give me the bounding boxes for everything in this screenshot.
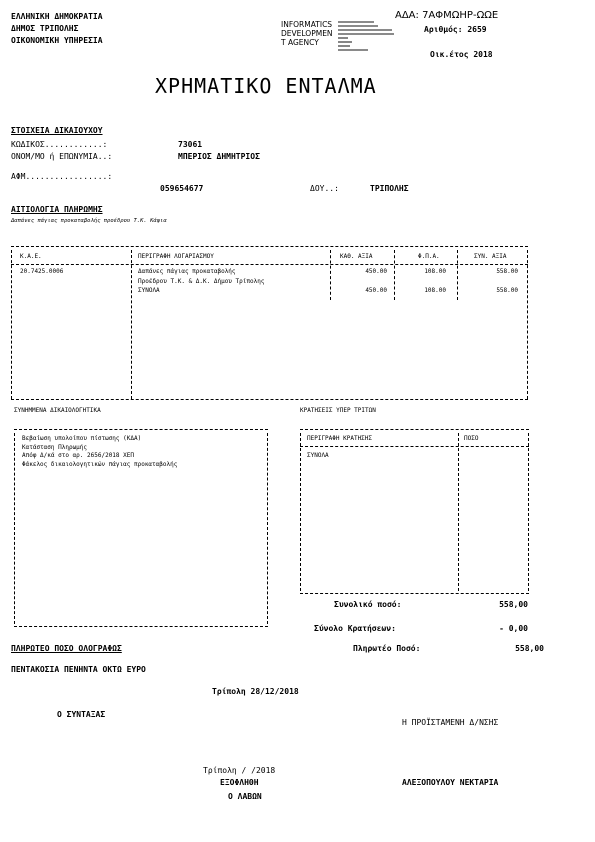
deductions-sum-label: ΣΥΝΟΛΑ: [307, 452, 329, 459]
deductions-col-amount: ΠΟΣΟ: [464, 435, 479, 442]
doy-value: ΤΡΙΠΟΛΗΣ: [370, 184, 409, 193]
payment-place-date: Τρίπολη / /2018: [203, 766, 276, 775]
agency-logo-text: [281, 20, 333, 47]
list-item: Φάκελος δικαιολογητικών πάγιας προκαταβολής: [22, 460, 178, 468]
supporting-docs-list: [22, 435, 177, 469]
list-item: Βεβαίωση υπολοίπου πίστωσης (ΚΔΑ): [22, 435, 142, 442]
col-header-total: ΣΥΝ. ΑΞΙΑ: [474, 253, 507, 260]
logo-line-2: DEVELOPMEN: [281, 29, 333, 38]
main-table-col-divider: [457, 250, 458, 300]
logo-line-1: INFORMATICS: [281, 20, 333, 29]
afm-value: 059654677: [160, 184, 204, 193]
composer-label: Ο ΣΥΝΤΑΞΑΣ: [57, 710, 106, 719]
fiscal-year: [430, 50, 493, 59]
main-table-right-border: [527, 250, 528, 399]
deductions-box-right: [528, 433, 529, 591]
amount-in-words-text: ΠΕΝΤΑΚΟΣΙΑ ΠΕΝΗΝΤΑ ΟΚΤΩ ΕΥΡΟ: [11, 665, 146, 674]
col-header-kae: Κ.Α.Ε.: [20, 253, 42, 260]
main-table-bottom-border: [11, 399, 528, 400]
department-head-name: ΑΛΕΞΟΠΟΥΛΟΥ ΝΕΚΤΑΡΙΑ: [402, 778, 499, 787]
afm-label: ΑΦΜ.................:: [11, 172, 113, 181]
justification-text: Δαπάνες πάγιας προκαταβολής προέδρου Τ.Κ. Κάψια: [11, 218, 167, 224]
header-line-1: ΕΛΛΗΝΙΚΗ ΔΗΜΟΚΡΑΤΙΑ: [11, 12, 103, 21]
supporting-box-right: [267, 433, 268, 624]
deductions-box-bottom: [300, 593, 529, 594]
total-amount-label: Συνολικό ποσό:: [334, 600, 402, 609]
header-line-2: ΔΗΜΟΣ ΤΡΙΠΟΛΗΣ: [11, 24, 79, 33]
list-item: Απόφ Δ/κά στο αρ. 2656/2018 ΧΕΠ: [22, 452, 134, 459]
row-description-line-2: Προέδρου Τ.Κ. & Δ.Κ. Δήμου Τρίπολης: [138, 278, 265, 285]
number-value: 2659: [467, 25, 487, 34]
paid-label: ΕΞΟΦΛΗΘΗ: [220, 778, 259, 787]
beneficiary-section-title: ΣΤΟΙΧΕΙΑ ΔΙΚΑΙΟΥΧΟΥ: [11, 126, 103, 135]
deductions-title: ΚΡΑΤΗΣΕΙΣ ΥΠΕΡ ΤΡΙΤΩΝ: [300, 407, 376, 414]
page-title: ΧΡΗΜΑΤΙΚΟ ΕΝΤΑΛΜΑ: [155, 74, 377, 98]
sum-label: ΣΥΝΟΛΑ: [138, 287, 160, 294]
row-net-value: 450.00: [365, 268, 387, 275]
deductions-header-border: [300, 446, 529, 447]
col-header-net: ΚΑΘ. ΑΞΙΑ: [340, 253, 373, 260]
row-total-value: 558.00: [496, 268, 518, 275]
row-kae: 20.7425.0006: [20, 268, 64, 275]
supporting-docs-title: ΣΥΝΗΜΜΕΝΑ ΔΙΚΑΙΟΛΟΓΗΤΙΚΑ: [14, 407, 101, 414]
sum-vat-value: 108.00: [424, 287, 446, 294]
doy-label: ΔΟΥ..:: [310, 184, 339, 193]
col-header-description: ΠΕΡΙΓΡΑΦΗ ΛΟΓΑΡΙΑΣΜΟΥ: [138, 253, 214, 260]
supporting-box-top: [14, 429, 268, 430]
main-table-col-divider: [131, 250, 132, 399]
main-table-left-border: [11, 250, 12, 399]
name-value: ΜΠΕΡΙΟΣ ΔΗΜΗΤΡΙΟΣ: [178, 152, 260, 161]
deductions-col-description: ΠΕΡΙΓΡΑΦΗ ΚΡΑΤΗΣΗΣ: [307, 435, 373, 442]
deductions-box-left: [300, 433, 301, 591]
list-item: Κατάσταση Πληρωμής: [22, 443, 88, 451]
justification-section-title: ΑΙΤΙΟΛΟΓΙΑ ΠΛΗΡΩΜΗΣ: [11, 205, 103, 214]
total-amount-value: 558,00: [499, 600, 528, 609]
issue-date: Τρίπολη 28/12/2018: [212, 687, 299, 696]
deductions-box-top: [300, 429, 529, 430]
payable-amount-value: 558,00: [515, 644, 544, 653]
department-head-label: Η ΠΡΟΪΣΤΑΜΕΝΗ Δ/ΝΣΗΣ: [402, 718, 499, 727]
code-label: ΚΩΔΙΚΟΣ............:: [11, 140, 108, 149]
code-value: 73061: [178, 140, 203, 149]
fiscal-year-value: 2018: [473, 50, 493, 59]
main-table-col-divider: [394, 250, 395, 300]
row-description-line-1: Δαπάνες πάγιας προκαταβολής: [138, 268, 236, 275]
header-line-3: ΟΙΚΟΝΟΜΙΚΗ ΥΠΗΡΕΣΙΑ: [11, 36, 103, 45]
name-label: ΟΝΟΜ/ΜΟ ή ΕΠΩΝΥΜΙΑ..:: [11, 152, 113, 161]
logo-line-3: T AGENCY: [281, 38, 319, 47]
document-number: [424, 25, 487, 34]
ada-code: ΑΔΑ: 7ΑΦΜΩΗΡ-ΩΩΕ: [395, 10, 499, 21]
col-header-vat: Φ.Π.Α.: [418, 253, 440, 260]
sum-net-value: 450.00: [365, 287, 387, 294]
main-table-top-border: [11, 246, 528, 247]
supporting-box-bottom: [14, 626, 268, 627]
total-deductions-value: - 0,00: [499, 624, 528, 633]
sum-total-value: 558.00: [496, 287, 518, 294]
main-table-col-divider: [330, 250, 331, 300]
supporting-box-left: [14, 433, 15, 624]
payable-amount-label: Πληρωτέο Ποσό:: [353, 644, 421, 653]
amount-in-words-label: ΠΛΗΡΩΤΕΟ ΠΟΣΟ ΟΛΟΓΡΑΦΩΣ: [11, 644, 122, 653]
agency-logo-small-print: [338, 20, 396, 54]
main-table-header-border: [11, 264, 528, 265]
number-label: Αριθμός:: [424, 25, 463, 34]
total-deductions-label: Σύνολο Κρατήσεων:: [314, 624, 396, 633]
fiscal-year-label: Οικ.έτος: [430, 50, 469, 59]
row-vat-value: 108.00: [424, 268, 446, 275]
logo-fineprint-icon: [338, 20, 396, 54]
receiver-label: Ο ΛΑΒΩΝ: [228, 792, 262, 801]
deductions-col-divider: [458, 433, 459, 591]
